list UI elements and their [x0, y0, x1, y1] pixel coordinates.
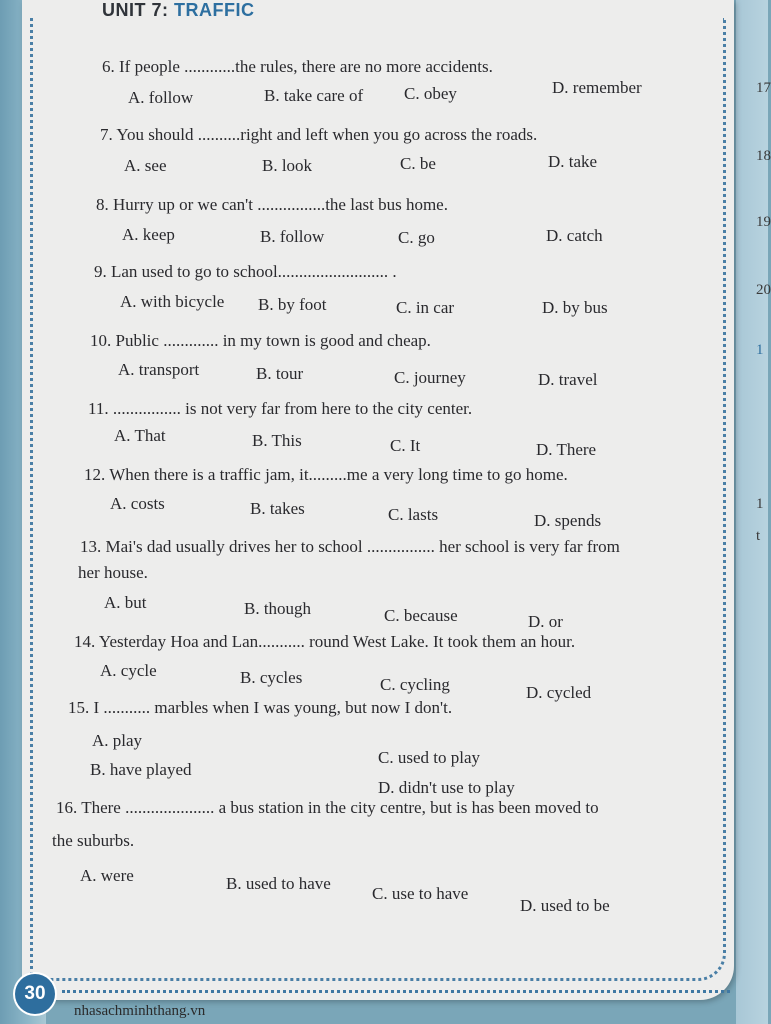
question-16-option-a[interactable]: A. were — [80, 866, 134, 885]
question-8-option-d[interactable]: D. catch — [546, 226, 603, 245]
question-8-option-b[interactable]: B. follow — [260, 227, 325, 246]
question-16-option-b[interactable]: B. used to have — [226, 874, 331, 893]
question-15-option-b[interactable]: B. have played — [90, 760, 192, 779]
page-number-badge: 30 — [15, 974, 55, 1014]
question-13-option-a[interactable]: A. but — [104, 593, 147, 612]
edge-number: t — [756, 528, 761, 544]
question-16-stem-continued: the suburbs. — [52, 831, 135, 850]
question-15-option-d[interactable]: D. didn't use to play — [378, 778, 515, 797]
question-10-option-a[interactable]: A. transport — [118, 360, 200, 379]
edge-number: 1 — [756, 342, 764, 358]
edge-number: 19 — [756, 214, 771, 230]
question-11-option-b[interactable]: B. This — [252, 431, 302, 450]
edge-number: 1 — [756, 496, 764, 512]
question-7-option-c[interactable]: C. be — [400, 154, 436, 173]
question-9-option-a[interactable]: A. with bicycle — [120, 292, 225, 311]
question-7-stem: 7. You should ..........right and left when you go across the roads. — [100, 125, 538, 144]
question-13-stem-continued: her house. — [78, 563, 148, 582]
question-14-option-d[interactable]: D. cycled — [526, 683, 592, 702]
question-6-option-b[interactable]: B. take care of — [264, 86, 364, 105]
question-9-option-c[interactable]: C. in car — [396, 298, 455, 317]
question-10-stem: 10. Public ............. in my town is good and cheap. — [90, 331, 431, 350]
unit-title: UNIT 7: TRAFFIC — [102, 0, 255, 20]
question-11-option-d[interactable]: D. There — [536, 440, 597, 459]
question-12-option-c[interactable]: C. lasts — [388, 505, 439, 524]
publisher-website: nhasachminhthang.vn — [74, 1003, 206, 1019]
question-11-option-a[interactable]: A. That — [114, 426, 166, 445]
question-12-stem: 12. When there is a traffic jam, it.........me a very long time to go home. — [84, 465, 568, 484]
question-8-option-a[interactable]: A. keep — [122, 225, 175, 244]
question-6-option-d[interactable]: D. remember — [552, 78, 642, 97]
question-13-stem: 13. Mai's dad usually drives her to school ................ her school is very far from — [80, 537, 620, 556]
question-9-option-b[interactable]: B. by foot — [258, 295, 327, 314]
question-13-option-c[interactable]: C. because — [384, 606, 458, 625]
question-10-option-c[interactable]: C. journey — [394, 368, 466, 387]
question-8-option-c[interactable]: C. go — [398, 228, 435, 247]
question-7-option-a[interactable]: A. see — [124, 156, 167, 175]
question-14-option-b[interactable]: B. cycles — [240, 668, 303, 687]
edge-number: 18 — [756, 148, 771, 164]
question-14-stem: 14. Yesterday Hoa and Lan........... round West Lake. It took them an hour. — [74, 632, 576, 651]
question-16-stem: 16. There ..................... a bus station in the city centre, but is has been moved to — [56, 798, 599, 817]
question-11-option-c[interactable]: C. It — [390, 436, 421, 455]
question-9-option-d[interactable]: D. by bus — [542, 298, 608, 317]
edge-number: 17 — [756, 80, 771, 96]
question-6-option-c[interactable]: C. obey — [404, 84, 457, 103]
question-12-option-a[interactable]: A. costs — [110, 494, 165, 513]
question-14-option-a[interactable]: A. cycle — [100, 661, 157, 680]
question-16-option-d[interactable]: D. used to be — [520, 896, 610, 915]
question-16-option-c[interactable]: C. use to have — [372, 884, 469, 903]
question-12-option-b[interactable]: B. takes — [250, 499, 305, 518]
question-6-stem: 6. If people ............the rules, there are no more accidents. — [102, 57, 493, 76]
question-15-option-c[interactable]: C. used to play — [378, 748, 480, 767]
question-15-stem: 15. I ........... marbles when I was young, but now I don't. — [68, 698, 453, 717]
question-11-stem: 11. ................ is not very far from here to the city center. — [88, 399, 473, 418]
question-10-option-d[interactable]: D. travel — [538, 370, 598, 389]
question-7-option-b[interactable]: B. look — [262, 156, 313, 175]
question-9-stem: 9. Lan used to go to school.......................... . — [94, 262, 397, 281]
question-8-stem: 8. Hurry up or we can't ................the last bus home. — [96, 195, 448, 214]
question-7-option-d[interactable]: D. take — [548, 152, 598, 171]
question-12-option-d[interactable]: D. spends — [534, 511, 602, 530]
question-10-option-b[interactable]: B. tour — [256, 364, 304, 383]
question-15-option-a[interactable]: A. play — [92, 731, 143, 750]
question-13-option-b[interactable]: B. though — [244, 599, 312, 618]
question-6-option-a[interactable]: A. follow — [128, 88, 194, 107]
question-14-option-c[interactable]: C. cycling — [380, 675, 450, 694]
footer-dotted-line — [62, 990, 730, 993]
edge-number: 20 — [756, 282, 771, 298]
question-13-option-d[interactable]: D. or — [528, 612, 563, 631]
